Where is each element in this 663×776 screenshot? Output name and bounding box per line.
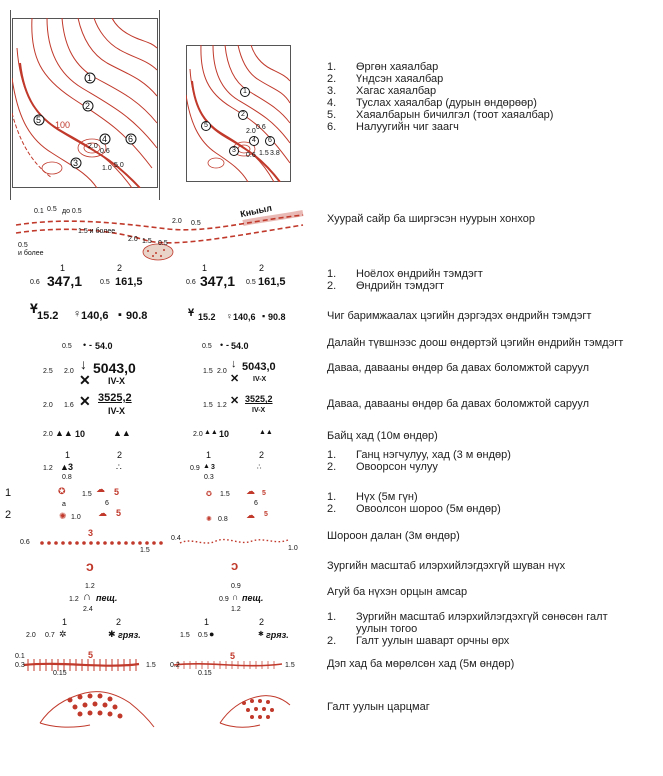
pass-value: 5043,0 xyxy=(242,361,276,373)
col-2-label: 2 xyxy=(117,450,123,460)
legend-boulders xyxy=(327,449,511,473)
pass-x: ✕ xyxy=(230,373,240,385)
col-1-label: 1 xyxy=(202,263,208,273)
cave-entrance-icon: ∩ xyxy=(83,591,91,603)
marker-5: 5 xyxy=(36,115,42,125)
col-2-label: 2 xyxy=(116,617,122,627)
marker-5: 5 xyxy=(204,122,208,129)
cave-label: 6 xyxy=(254,500,258,507)
lamp-icon: ♀ xyxy=(73,308,82,320)
rampart-symbol xyxy=(22,533,302,555)
rampart-label: 1.5 xyxy=(140,547,150,554)
boulder-label: 0.8 xyxy=(62,474,72,481)
cliff-label: 0.15 xyxy=(198,670,212,677)
heap-icon: ✺ xyxy=(59,511,67,521)
depth-dot: • xyxy=(83,340,87,350)
legend-caves xyxy=(327,491,501,515)
mud-label: 0.5 xyxy=(198,632,208,639)
boulder-icon: ▲ xyxy=(60,462,69,472)
mud-label: 1.5 xyxy=(180,632,190,639)
marker-6: 6 xyxy=(268,137,272,144)
legend-volcano: Галт уулын царцмаг xyxy=(327,701,430,713)
pit-icon: ✪ xyxy=(206,491,212,498)
marker-1: 1 xyxy=(87,73,93,83)
pass-x: ✕ xyxy=(79,393,91,409)
legend-cave: Агуй ба нүхэн орцын амсар xyxy=(327,586,468,598)
pass-x: ✕ xyxy=(230,395,240,407)
sidebar-num-1: 1 xyxy=(5,487,12,499)
rampart-label: 0.6 xyxy=(20,539,30,546)
rock-icon: ▲▲ xyxy=(259,429,273,436)
legend-pass-1: Даваа, давааны өндөр ба давах боломжтой саруул xyxy=(327,362,589,374)
lamp-icon: ♀ xyxy=(226,311,233,321)
tower-icon: Ұ xyxy=(30,300,38,316)
pass-label: 2.5 xyxy=(43,368,53,375)
pass-sub: IV-X xyxy=(253,376,267,383)
marker-4: 4 xyxy=(102,134,108,144)
divider-center xyxy=(159,10,160,200)
tower-icon: Ұ xyxy=(188,307,195,319)
small-pit-icon: ↄ xyxy=(231,558,239,573)
map-height: 0.6 xyxy=(246,152,256,159)
divider-left xyxy=(10,10,11,200)
cave-value: 5 xyxy=(114,487,120,497)
rampart-label: 0.4 xyxy=(171,535,181,542)
crater-icon: ✲ xyxy=(59,629,67,639)
legend-item: 2. Үндсэн хаяалбар xyxy=(327,73,444,85)
map-height: 2.0 xyxy=(88,143,98,150)
marker-3: 3 xyxy=(73,158,79,168)
well-value: 140,6 xyxy=(81,310,109,322)
cave-label: 1.2 xyxy=(231,606,241,613)
pass-sub: IV-X xyxy=(252,407,266,414)
legend-rocks: Байц хад (10м өндөр) xyxy=(327,430,438,442)
rock-label: 2.0 xyxy=(193,431,203,438)
map-height: 0.6 xyxy=(100,148,110,155)
cliff-label: 0.15 xyxy=(53,670,67,677)
mud-text: гряз. xyxy=(266,630,289,640)
depth-dot: • xyxy=(220,340,224,350)
height-label: 0.5 xyxy=(100,279,110,286)
boulder-heap-icon: ∴ xyxy=(116,462,122,472)
legend-heights xyxy=(327,268,483,292)
boulder-label: 1.2 xyxy=(43,465,53,472)
well-value: 15.2 xyxy=(198,312,216,322)
cave-entrance-icon: ∩ xyxy=(232,592,239,602)
col-1-label: 1 xyxy=(65,450,71,460)
height-label: 0.6 xyxy=(30,279,40,286)
rock-label: 2.0 xyxy=(43,431,53,438)
pass-label: 1.5 xyxy=(203,402,213,409)
pass-label: 1.5 xyxy=(203,368,213,375)
pit-icon: ✪ xyxy=(58,486,66,496)
legend-item: 2. Овоорсон чулуу xyxy=(327,461,438,473)
contour-map-small xyxy=(186,45,291,182)
col-1-label: 1 xyxy=(62,617,68,627)
marker-1: 1 xyxy=(243,88,247,95)
height-mark: 161,5 xyxy=(258,276,286,288)
ravine-label: 1.5 xyxy=(142,238,152,245)
main-height-mark: 347,1 xyxy=(200,273,236,289)
boulder-heap-icon: ∴ xyxy=(257,464,262,471)
legend-contours xyxy=(327,61,553,133)
cliff-label: 1.5 xyxy=(146,662,156,669)
cliff-label: 0.2 xyxy=(170,662,180,669)
cave-value: 5 xyxy=(116,508,122,518)
pass-value: 3525,2 xyxy=(245,394,273,404)
cave-label: 1.0 xyxy=(71,514,81,521)
ravine-label: 0.5 xyxy=(191,220,201,227)
cave-text: пещ. xyxy=(242,593,264,603)
legend-item: 1. Ганц нэгчулуу, хад (3 м өндөр) xyxy=(327,449,511,461)
cave-label: 0.9 xyxy=(231,583,241,590)
cliff-label: 0.3 xyxy=(15,662,25,669)
cave-label: 1.2 xyxy=(85,583,95,590)
marker-2: 2 xyxy=(241,111,245,118)
rampart-value: 3 xyxy=(88,528,94,538)
ravine-label: до 0.5 xyxy=(62,208,82,215)
cave-label: 0.8 xyxy=(218,516,228,523)
rock-icon: ▲▲ xyxy=(113,428,131,438)
pass-label: 2.0 xyxy=(64,368,74,375)
pass-sub: IV-X xyxy=(108,406,126,416)
sidebar-num-2: 2 xyxy=(5,509,12,521)
ravine-label: 2.0 xyxy=(128,236,138,243)
legend-item: 5. Хаяалбарын бичилгэл (тоот хаяалбар) xyxy=(327,109,554,121)
lava-symbol xyxy=(30,683,300,733)
pass-label: 1.2 xyxy=(217,402,227,409)
crater-icon: ● xyxy=(209,629,215,639)
legend-cliff: Дэп хад ба мөрөлсөн хад (5м өндөр) xyxy=(327,658,515,670)
dug-mound-icon: ☁ xyxy=(98,508,107,518)
legend-mud xyxy=(327,611,627,647)
legend-ravine: Хуурай сайр ба ширгэсэн нуурын хонхор xyxy=(327,213,535,225)
legend-pass-2: Даваа, давааны өндөр ба давах боломжтой саруул xyxy=(327,398,589,410)
legend-item: 4. Туслах хаяалбар (дурын өндөрөөр) xyxy=(327,97,537,109)
rock-value: 10 xyxy=(75,429,86,439)
rock-icon: ▲▲ xyxy=(55,428,73,438)
cliff-value: 5 xyxy=(88,650,94,660)
depth-value: 54.0 xyxy=(231,341,249,351)
cliff-value: 5 xyxy=(230,651,236,661)
map-height: 2.0 xyxy=(246,128,256,135)
map-height: 0.6 xyxy=(256,124,266,131)
boulder-value: 3 xyxy=(211,464,215,471)
legend-slope-marks: Чиг баримжаалах цэгийн дэргэдэх өндрийн тэмдэгт xyxy=(327,310,592,322)
ravine-label: 0.5 xyxy=(18,242,28,249)
pass-arrow: ↓ xyxy=(80,356,87,372)
map-height: 5.0 xyxy=(114,162,124,169)
marker-6: 6 xyxy=(128,134,134,144)
cave-value: 5 xyxy=(264,511,268,518)
col-1-label: 1 xyxy=(204,617,210,627)
cave-label: 0.9 xyxy=(219,596,229,603)
cave-value: 5 xyxy=(262,490,266,497)
pass-label: 2.0 xyxy=(43,402,53,409)
cave-label: 1.5 xyxy=(82,491,92,498)
pass-value: 3525,2 xyxy=(98,392,132,404)
pass-arrow: ↓ xyxy=(231,358,237,370)
map-height: 1.5 xyxy=(259,150,269,157)
legend-item: 1. Ноёлох өндрийн тэмдэгт xyxy=(327,268,483,280)
cliff-label: 0.1 xyxy=(15,653,25,660)
small-pit-icon: ↄ xyxy=(86,558,94,574)
legend-water-level: Далайн түвшнээс доош өндөртэй цэгийн өндрийн тэмдэгт xyxy=(327,337,624,349)
map-height: 1.0 xyxy=(102,165,112,172)
col-2-label: 2 xyxy=(259,617,265,627)
depth-value: 54.0 xyxy=(95,341,113,351)
marker-4: 4 xyxy=(252,137,256,144)
square-icon: ▪ xyxy=(118,309,122,321)
ravine-label: и более xyxy=(18,250,44,257)
square-icon: ▪ xyxy=(262,311,266,321)
col-2-label: 2 xyxy=(117,263,123,273)
col-2-label: 2 xyxy=(259,450,265,460)
boulder-label: 0.3 xyxy=(204,474,214,481)
col-1-label: 1 xyxy=(60,263,66,273)
cliff-label: 1.5 xyxy=(285,662,295,669)
pass-label: 2.0 xyxy=(217,368,227,375)
height-label: 0.5 xyxy=(246,279,256,286)
ravine-label: 0.1 xyxy=(34,208,44,215)
map-height: 3.8 xyxy=(270,150,280,157)
ravine-label: 0.5 xyxy=(158,240,168,247)
well-value: 90.8 xyxy=(268,312,286,322)
legend-pit: Зургийн масштаб илэрхийлэгдэхгүй шуван нүх xyxy=(327,560,566,572)
cave-text: пещ. xyxy=(96,593,118,603)
cave-label: 1.5 xyxy=(220,491,230,498)
legend-item: 2. Өндрийн тэмдэгт xyxy=(327,280,445,292)
pass-x: ✕ xyxy=(79,372,91,388)
mud-icon: ✱ xyxy=(258,631,264,638)
contour-100-label: 100 xyxy=(55,120,71,130)
cave-label: 6 xyxy=(105,500,109,507)
depth-minus: - xyxy=(226,340,229,350)
depth-label: 0.5 xyxy=(62,343,72,350)
legend-item: 1. Зургийн масштаб илэрхийлэгдэхгүй сөнөсөн галт уулын тогоо xyxy=(327,611,608,635)
rampart-label: 1.0 xyxy=(288,545,298,552)
height-mark: 161,5 xyxy=(115,276,143,288)
well-value: 140,6 xyxy=(233,312,256,322)
well-value: 15.2 xyxy=(37,310,59,322)
pass-sub: IV-X xyxy=(108,376,126,386)
boulder-icon: ▲ xyxy=(203,463,210,470)
marker-3: 3 xyxy=(232,147,236,154)
boulder-value: 3 xyxy=(68,462,74,472)
legend-item: 2. Овоолсон шороо (5м өндөр) xyxy=(327,503,501,515)
mud-icon: ✱ xyxy=(108,629,116,639)
marker-2: 2 xyxy=(85,101,91,111)
ravine-name: Кныыл xyxy=(239,202,273,220)
col-2-label: 2 xyxy=(259,263,265,273)
dug-mound-icon: ☁ xyxy=(246,510,255,520)
height-label: 0.6 xyxy=(186,279,196,286)
cave-label: a xyxy=(62,501,66,508)
mound-icon: ☁ xyxy=(246,486,255,496)
depth-label: 0.5 xyxy=(202,343,212,350)
ravine-label: 0.5 xyxy=(47,206,57,213)
boulder-label: 0.9 xyxy=(190,465,200,472)
pass-value: 5043,0 xyxy=(93,360,136,376)
mud-text: гряз. xyxy=(118,630,141,640)
cave-label: 2.4 xyxy=(83,606,93,613)
cave-label: 1.2 xyxy=(69,596,79,603)
pass-label: 1.6 xyxy=(64,402,74,409)
mud-label: 2.0 xyxy=(26,632,36,639)
ravine-label: 2.0 xyxy=(172,218,182,225)
well-value: 90.8 xyxy=(126,310,148,322)
legend-item: 1. Өргөн хаяалбар xyxy=(327,61,439,73)
rock-icon: ▲▲ xyxy=(204,429,218,436)
col-1-label: 1 xyxy=(206,450,212,460)
heap-icon: ✺ xyxy=(206,516,212,523)
mud-label: 0.7 xyxy=(45,632,55,639)
depth-minus: - xyxy=(89,340,92,350)
legend-item: 3. Хагас хаяалбар xyxy=(327,85,437,97)
legend-item: 6. Налуугийн чиг заагч xyxy=(327,121,459,133)
rock-value: 10 xyxy=(219,429,230,439)
legend-item: 1. Нүх (5м гүн) xyxy=(327,491,418,503)
main-height-mark: 347,1 xyxy=(47,273,83,289)
legend-item: 2. Галт уулын шаварт орчны өрх xyxy=(327,635,510,647)
mound-icon: ☁ xyxy=(96,484,105,494)
legend-rampart: Шороон далан (3м өндөр) xyxy=(327,530,460,542)
ravine-label: 1.5 и более xyxy=(78,228,116,235)
